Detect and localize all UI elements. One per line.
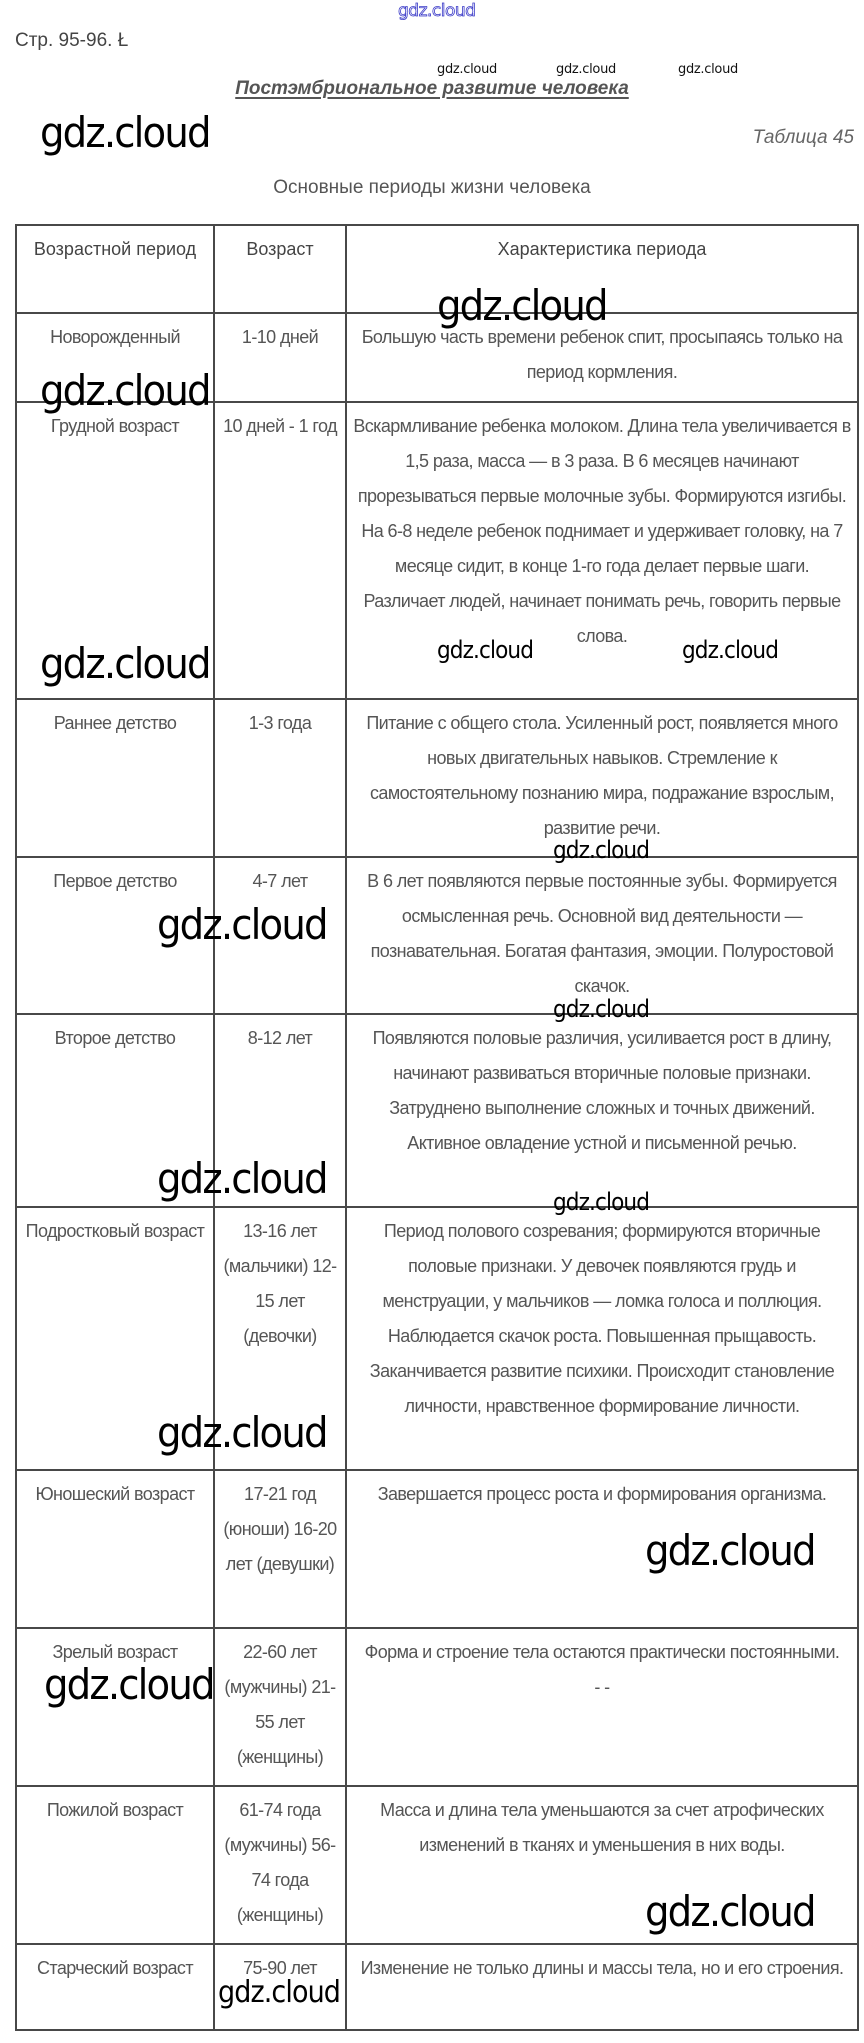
period-cell: Первое детство bbox=[16, 857, 214, 1014]
watermark-overlay: gdz.cloud bbox=[218, 1975, 341, 2010]
watermark-large: gdz.cloud bbox=[40, 108, 210, 157]
dash-marks: - - bbox=[594, 1677, 610, 1697]
period-cell: Второе детство bbox=[16, 1014, 214, 1207]
watermark-small-1: gdz.cloud bbox=[437, 62, 497, 77]
table-row bbox=[16, 1014, 858, 1207]
age-cell: 8-12 лет bbox=[214, 1014, 346, 1207]
description-cell: Период полового созревания; формируются вторичные половые признаки. У девочек появляются грудь и менструации, у мальчиков — ломка голоса и поллюция. Наблюдается скачок роста. Повышенная прыщавость. Заканчивается развитие психики. Происходит становление личности, нравственное формирование личности. bbox=[346, 1207, 858, 1470]
life-periods-table bbox=[15, 224, 859, 2031]
watermark-overlay: gdz.cloud bbox=[553, 1188, 650, 1216]
section-title: Постэмбриональное развитие человека bbox=[235, 78, 629, 99]
table-row bbox=[16, 857, 858, 1014]
watermark-overlay: gdz.cloud bbox=[553, 995, 650, 1023]
description-cell bbox=[346, 1628, 858, 1786]
watermark-overlay: gdz.cloud bbox=[40, 366, 210, 415]
description-cell: В 6 лет появляются первые постоянные зубы. Формируется осмысленная речь. Основной вид деятельности — познавательная. Богатая фантазия, эмоции. Полуростовой скачок. bbox=[346, 857, 858, 1014]
period-cell: Грудной возраст bbox=[16, 402, 214, 699]
description-cell: Вскармливание ребенка молоком. Длина тела увеличивается в 1,5 раза, масса — в 3 раза. В 6 месяцев начинают прорезываться первые молочные зубы. Формируются изгибы. На 6-8 неделе ребенок поднимает и удерживает головку, на 7 месяце сидит, в конце 1-го года делает первые шаги. Различает людей, начинает понимать речь, говорить первые слова. bbox=[346, 402, 858, 699]
watermark-small-3: gdz.cloud bbox=[678, 62, 738, 77]
watermark-overlay: gdz.cloud bbox=[682, 636, 779, 664]
watermark-overlay: gdz.cloud bbox=[553, 836, 650, 864]
age-cell: 10 дней - 1 год bbox=[214, 402, 346, 699]
age-cell: 13-16 лет (мальчики) 12-15 лет (девочки) bbox=[214, 1207, 346, 1470]
age-cell: 17-21 год (юноши) 16-20 лет (девушки) bbox=[214, 1470, 346, 1628]
age-cell: 1-10 дней bbox=[214, 313, 346, 402]
description-cell: Питание с общего стола. Усиленный рост, появляется много новых двигательных навыков. Стремление к самостоятельному познанию мира, подражание взрослым, развитие речи. bbox=[346, 699, 858, 857]
age-cell: 61-74 года (мужчины) 56-74 года (женщины) bbox=[214, 1786, 346, 1944]
watermark-overlay: gdz.cloud bbox=[645, 1887, 815, 1936]
description-cell: Большую часть времени ребенок спит, просыпаясь только на период кормления. bbox=[346, 313, 858, 402]
description-cell: Масса и длина тела уменьшаются за счет атрофических изменений в тканях и уменьшения в них воды. bbox=[346, 1786, 858, 1944]
watermark-overlay: gdz.cloud bbox=[437, 636, 534, 664]
period-cell: Подростковый возраст bbox=[16, 1207, 214, 1470]
period-cell: Зрелый возраст bbox=[16, 1628, 214, 1786]
period-cell: Старческий возраст bbox=[16, 1944, 214, 2030]
header-description: Характеристика периода bbox=[346, 225, 858, 313]
period-cell: Новорожденный bbox=[16, 313, 214, 402]
table-title: Основные периоды жизни человека bbox=[273, 177, 591, 198]
description-cell: Завершается процесс роста и формирования организма. bbox=[346, 1470, 858, 1628]
period-cell: Юношеский возраст bbox=[16, 1470, 214, 1628]
description-cell: Появляются половые различия, усиливается рост в длину, начинают развиваться вторичные половые признаки. Затруднено выполнение сложных и точных движений. Активное овладение устной и письменной речью. bbox=[346, 1014, 858, 1207]
watermark-overlay: gdz.cloud bbox=[157, 900, 327, 949]
table-row bbox=[16, 699, 858, 857]
header-age: Возраст bbox=[214, 225, 346, 313]
description-cell: Изменение не только длины и массы тела, но и его строения. bbox=[346, 1944, 858, 2030]
top-watermark-link[interactable]: gdz.cloud bbox=[398, 1, 476, 21]
watermark-overlay: gdz.cloud bbox=[437, 281, 607, 330]
watermark-overlay: gdz.cloud bbox=[44, 1660, 214, 1709]
table-row bbox=[16, 1207, 858, 1470]
table-row bbox=[16, 1944, 858, 2030]
age-cell: 22-60 лет (мужчины) 21-55 лет (женщины) bbox=[214, 1628, 346, 1786]
page-reference: Стр. 95-96. Ł bbox=[15, 30, 129, 51]
period-cell: Раннее детство bbox=[16, 699, 214, 857]
header-period: Возрастной период bbox=[16, 225, 214, 313]
period-cell: Пожилой возраст bbox=[16, 1786, 214, 1944]
watermark-overlay: gdz.cloud bbox=[40, 639, 210, 688]
watermark-overlay: gdz.cloud bbox=[645, 1526, 815, 1575]
age-cell: 1-3 года bbox=[214, 699, 346, 857]
watermark-overlay: gdz.cloud bbox=[157, 1408, 327, 1457]
watermark-overlay: gdz.cloud bbox=[157, 1154, 327, 1203]
table-number: Таблица 45 bbox=[752, 127, 854, 148]
description-text: Форма и строение тела остаются практически постоянными. bbox=[364, 1642, 840, 1662]
age-cell: 4-7 лет bbox=[214, 857, 346, 1014]
watermark-small-2: gdz.cloud bbox=[556, 62, 616, 77]
age-cell: 75-90 лет bbox=[214, 1944, 346, 2030]
